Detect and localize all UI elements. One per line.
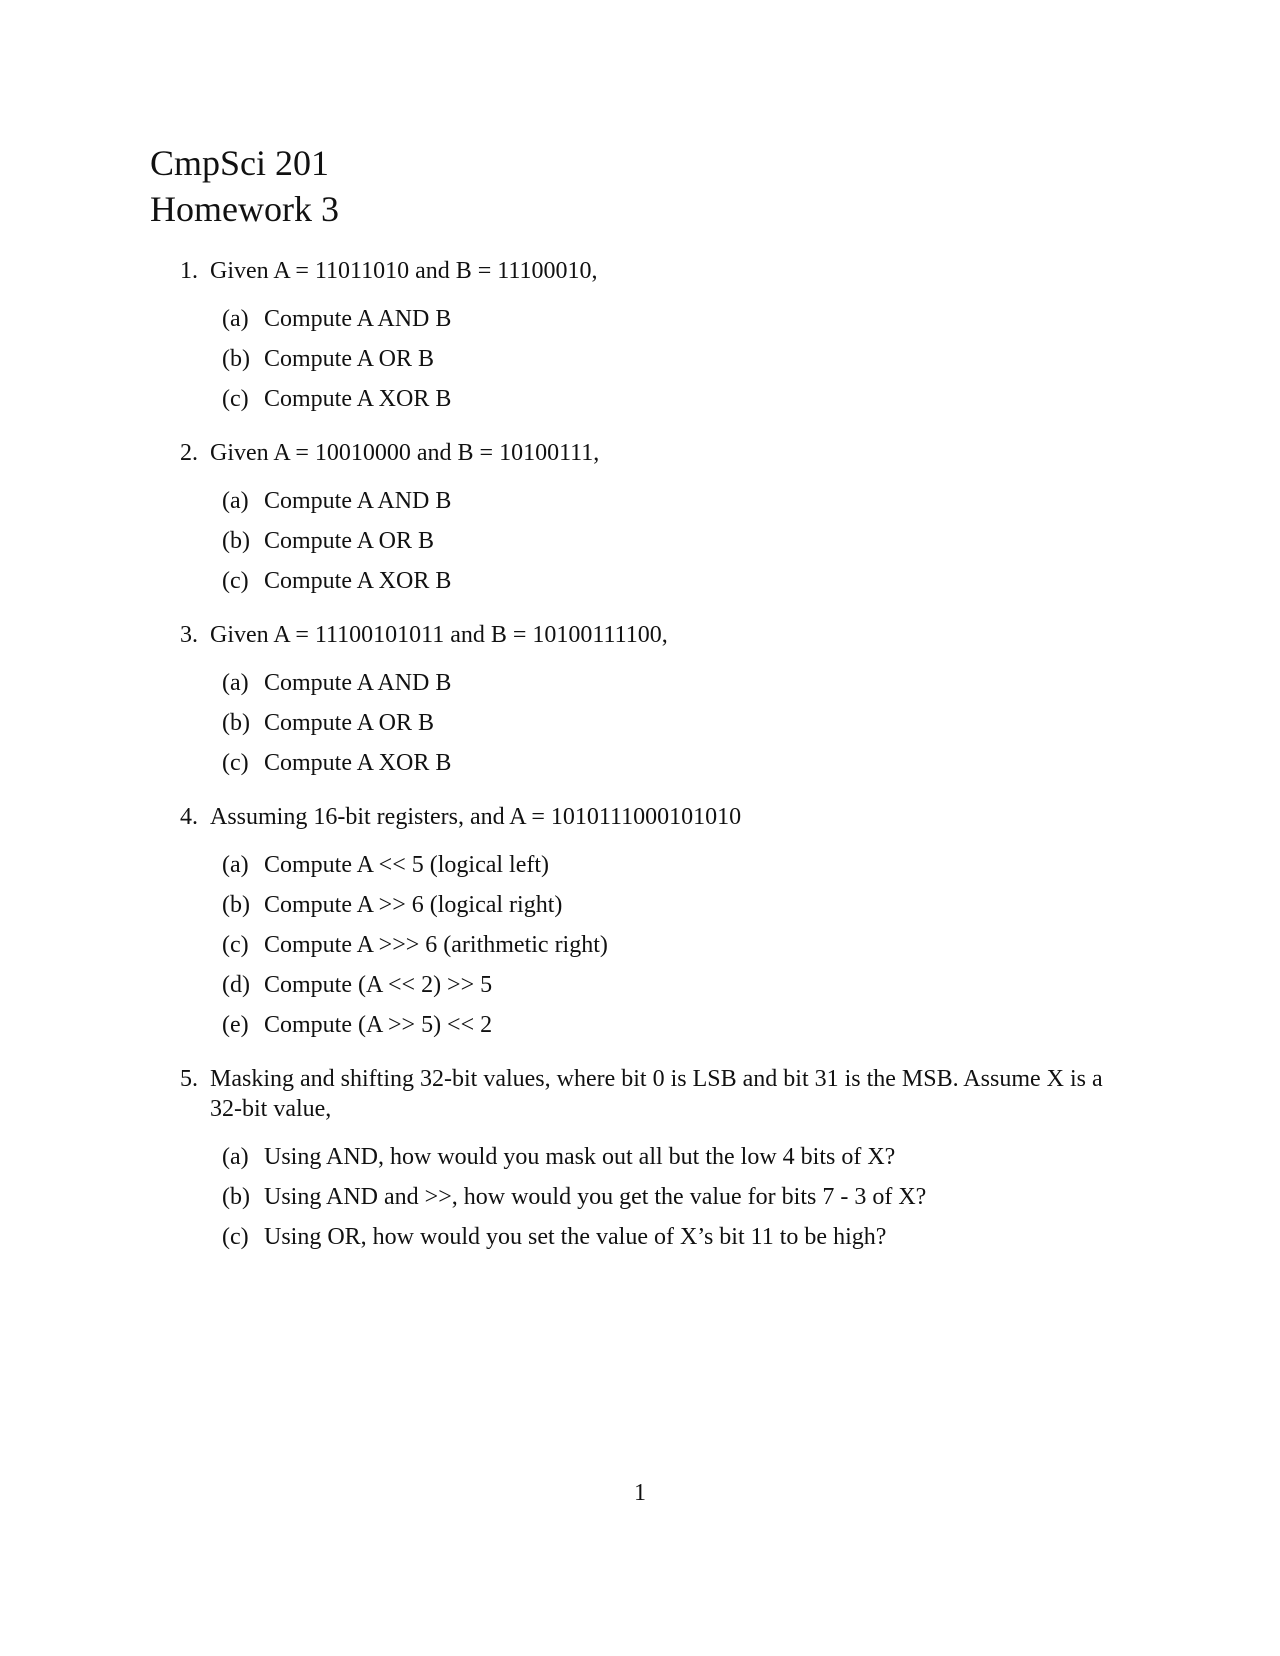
subproblem-text: Compute A OR B (264, 346, 435, 372)
subproblem-label: (c) (222, 1224, 249, 1250)
subproblem-text: Compute A AND B (264, 488, 452, 514)
problem-number: 1. (180, 258, 198, 284)
subproblem-label: (b) (222, 1184, 250, 1210)
subproblem-text: Compute (A << 2) >> 5 (264, 972, 493, 998)
problem-number: 4. (180, 804, 198, 830)
subproblem-5c (222, 1222, 1122, 1252)
problem-text: Given A = 11100101011 and B = 10100111100, (210, 622, 668, 648)
problem-text: Given A = 11011010 and B = 11100010, (210, 258, 598, 284)
subproblem-label: (d) (222, 972, 250, 998)
page-number: 1 (634, 1480, 646, 1506)
subproblem-text: Compute A >> 6 (logical right) (264, 892, 563, 918)
subproblem-text: Compute A << 5 (logical left) (264, 852, 550, 878)
subproblem-label: (a) (222, 306, 249, 332)
subproblem-text: Using OR, how would you set the value of X’s bit 11 to be high? (264, 1224, 887, 1250)
document-title (150, 140, 339, 232)
subproblem-label: (a) (222, 852, 249, 878)
subproblem-label: (a) (222, 670, 249, 696)
subproblem-label: (c) (222, 386, 249, 412)
problem-number: 5. (180, 1066, 198, 1092)
subproblem-label: (c) (222, 568, 249, 594)
subproblem-1b (222, 344, 1122, 374)
problem-2 (180, 438, 1130, 468)
problem-3 (180, 620, 1130, 650)
subproblem-text: Compute A OR B (264, 528, 435, 554)
problem-4 (180, 802, 1130, 832)
subproblem-text: Compute A >>> 6 (arithmetic right) (264, 932, 608, 958)
subproblem-text: Using AND, how would you mask out all but the low 4 bits of X? (264, 1144, 896, 1170)
problem-text: Masking and shifting 32-bit values, where bit 0 is LSB and bit 31 is the MSB. Assume X is a 32-bit value, (210, 1066, 1103, 1122)
subproblem-4c (222, 930, 1122, 960)
problem-number: 2. (180, 440, 198, 466)
subproblem-text: Compute A OR B (264, 710, 435, 736)
subproblem-label: (c) (222, 750, 249, 776)
subproblem-text: Compute A XOR B (264, 568, 452, 594)
subproblem-text: Compute A AND B (264, 670, 452, 696)
problem-text: Assuming 16-bit registers, and A = 1010111000101010 (210, 804, 742, 830)
subproblem-2a (222, 486, 1122, 516)
subproblem-4d (222, 970, 1122, 1000)
subproblem-text: Compute A XOR B (264, 386, 452, 412)
subproblem-text: Compute (A >> 5) << 2 (264, 1012, 493, 1038)
subproblem-3a (222, 668, 1122, 698)
course-name: CmpSci 201 (150, 143, 330, 183)
subproblem-2b (222, 526, 1122, 556)
subproblem-5a (222, 1142, 1122, 1172)
subproblem-2c (222, 566, 1122, 596)
problem-1 (180, 256, 1130, 286)
assignment-name: Homework 3 (150, 189, 339, 229)
subproblem-label: (e) (222, 1012, 249, 1038)
problem-text: Given A = 10010000 and B = 10100111, (210, 440, 600, 466)
problem-number: 3. (180, 622, 198, 648)
subproblem-4b (222, 890, 1122, 920)
subproblem-label: (a) (222, 1144, 249, 1170)
subproblem-text: Using AND and >>, how would you get the value for bits 7 - 3 of X? (264, 1184, 927, 1210)
subproblem-text: Compute A AND B (264, 306, 452, 332)
subproblem-3c (222, 748, 1122, 778)
subproblem-text: Compute A XOR B (264, 750, 452, 776)
subproblem-1c (222, 384, 1122, 414)
subproblem-label: (b) (222, 710, 250, 736)
subproblem-4a (222, 850, 1122, 880)
subproblem-4e (222, 1010, 1122, 1040)
subproblem-1a (222, 304, 1122, 334)
subproblem-5b (222, 1182, 1122, 1212)
subproblem-label: (b) (222, 528, 250, 554)
subproblem-label: (b) (222, 892, 250, 918)
subproblem-label: (b) (222, 346, 250, 372)
problem-5 (180, 1064, 1130, 1124)
subproblem-label: (a) (222, 488, 249, 514)
subproblem-label: (c) (222, 932, 249, 958)
subproblem-3b (222, 708, 1122, 738)
